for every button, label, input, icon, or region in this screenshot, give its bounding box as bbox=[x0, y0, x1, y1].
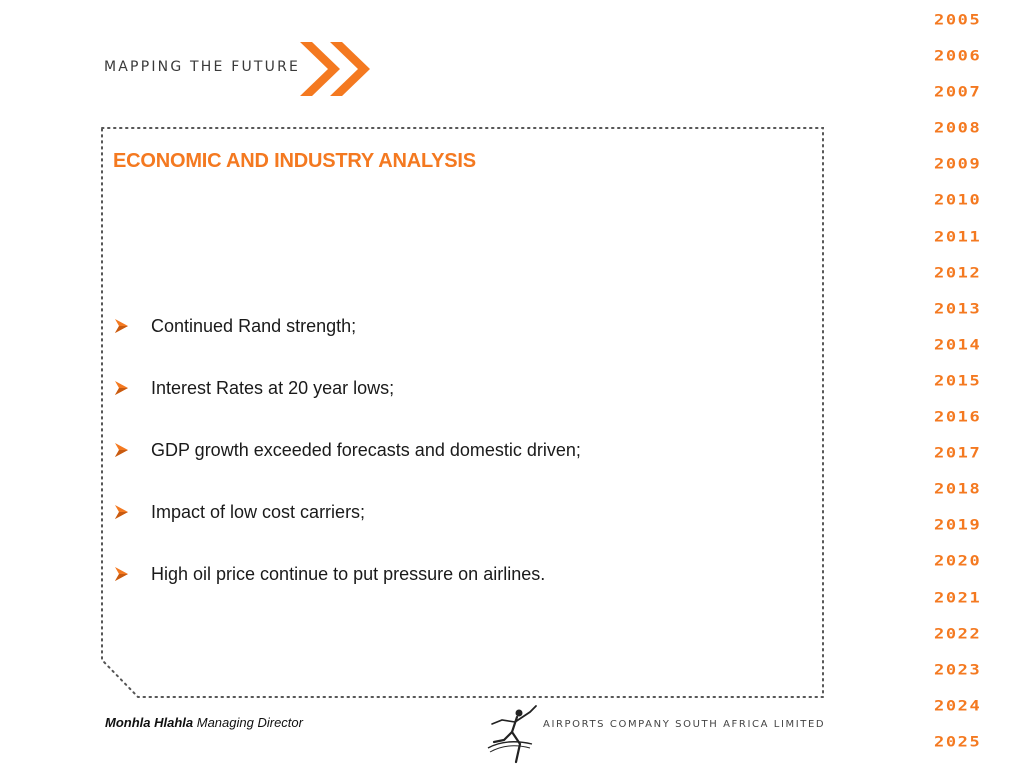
company-name: AIRPORTS COMPANY SOUTH AFRICA LIMITED bbox=[543, 719, 826, 730]
presenter-name: Monhla Hlahla bbox=[105, 715, 194, 730]
year-label: 2015 bbox=[934, 372, 982, 390]
year-label: 2025 bbox=[934, 733, 982, 751]
year-label: 2023 bbox=[934, 661, 982, 679]
year-label: 2007 bbox=[934, 84, 982, 101]
year-label: 2019 bbox=[934, 517, 982, 534]
presenter-role: Managing Director bbox=[196, 715, 303, 730]
tagline: MAPPING THE FUTURE bbox=[104, 59, 301, 75]
list-item bbox=[114, 314, 357, 376]
year-label: 2017 bbox=[934, 445, 982, 462]
bullet-list bbox=[114, 314, 581, 624]
arrow-bullet-icon bbox=[114, 378, 130, 398]
bullet-text: GDP growth exceeded forecasts and domestic driven; bbox=[151, 440, 581, 460]
list-item bbox=[114, 438, 581, 500]
arrow-bullet-icon bbox=[114, 440, 130, 460]
year-label: 2021 bbox=[934, 589, 982, 606]
year-label: 2016 bbox=[934, 409, 982, 426]
year-label: 2009 bbox=[934, 156, 982, 173]
arrow-bullet-icon bbox=[114, 564, 130, 584]
page-title: ECONOMIC AND INDUSTRY ANALYSIS bbox=[113, 150, 476, 172]
bullet-text: Impact of low cost carriers; bbox=[151, 502, 366, 522]
year-label: 2012 bbox=[934, 264, 982, 282]
year-label: 2008 bbox=[934, 120, 982, 137]
list-item bbox=[114, 562, 546, 624]
list-item bbox=[114, 500, 366, 562]
year-label: 2013 bbox=[934, 300, 982, 318]
bullet-text: Interest Rates at 20 year lows; bbox=[151, 378, 395, 398]
year-label: 2018 bbox=[934, 481, 982, 498]
bullet-text: Continued Rand strength; bbox=[151, 316, 357, 336]
year-label: 2011 bbox=[934, 228, 982, 245]
year-label: 2005 bbox=[934, 12, 982, 29]
year-column bbox=[934, 12, 981, 768]
year-label: 2010 bbox=[934, 192, 982, 209]
acsa-figure-logo-icon bbox=[486, 704, 538, 764]
list-item bbox=[114, 376, 395, 438]
year-label: 2022 bbox=[934, 625, 982, 642]
double-chevron-icon bbox=[300, 42, 374, 96]
bullet-text: High oil price continue to put pressure on airlines. bbox=[151, 564, 546, 584]
year-label: 2014 bbox=[934, 336, 982, 354]
arrow-bullet-icon bbox=[114, 502, 130, 522]
presenter-credit bbox=[105, 715, 303, 730]
arrow-bullet-icon bbox=[114, 316, 130, 336]
year-label: 2006 bbox=[934, 48, 982, 65]
year-label: 2020 bbox=[934, 553, 982, 570]
year-label: 2024 bbox=[934, 697, 982, 715]
